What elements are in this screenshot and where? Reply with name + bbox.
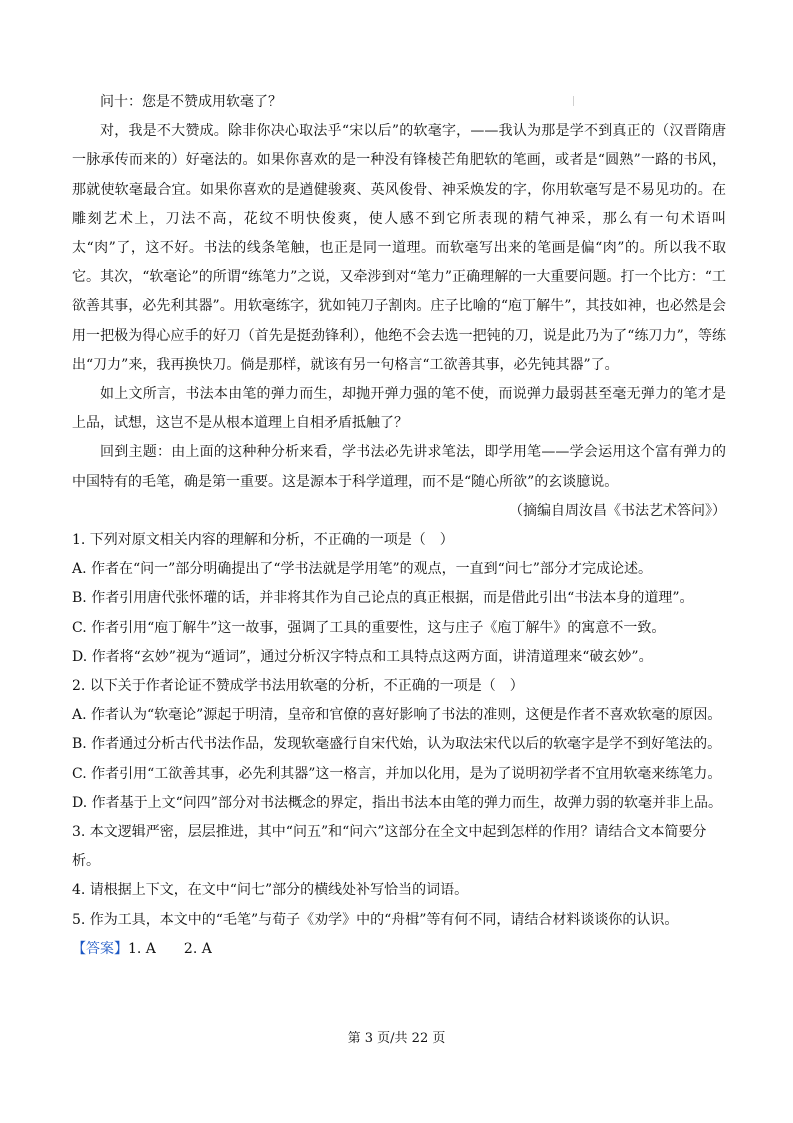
page-number: 第 3 页/共 22 页 [347, 1031, 446, 1046]
question-2-option-c: C. 作者引用“工欲善其事，必先利其器”这一格言，并加以化用，是为了说明初学者不宜用软毫来练笔力。 [72, 765, 722, 782]
question-2-option-b: B. 作者通过分析古代书法作品，发现软毫盛行自宋代始，认为取法宋代以后的软毫字是学不到好笔法的。 [72, 736, 722, 753]
passage-paragraph-3: 回到主题：由上面的这种种分析来看，学书法必先讲求笔法，即学用笔——学会运用这个富有弹力的中国特有的毛笔，确是第一重要。这是源本于科学道理，而不是“随心所欲”的玄谈臆说。 [72, 444, 726, 490]
question-1-option-b: B. 作者引用唐代张怀瓘的话，并非将其作为自己论点的真正根据，而是借此引出“书法本身的道理”。 [72, 590, 694, 607]
passage-source: （摘编自周汝昌《书法艺术答问》） [509, 502, 726, 519]
question-2-option-d: D. 作者基于上文“问四”部分对书法概念的界定，指出书法本由笔的弹力而生，故弹力弱的软毫并非上品。 [72, 794, 722, 811]
question-5: 5. 作为工具，本文中的“毛笔”与荀子《劝学》中的“舟楫”等有何不同，请结合材料谈谈你的认识。 [72, 911, 679, 928]
passage-paragraph-2: 如上文所言，书法本由笔的弹力而生，却抛开弹力强的笔不使，而说弹力最弱甚至毫无弹力的笔才是上品，试想，这岂不是从根本道理上自相矛盾抵触了？ [72, 386, 726, 432]
question-2 [72, 672, 726, 818]
question-3: 3. 本文逻辑严密，层层推进，其中“问五”和“问六”这部分在全文中起到怎样的作用？请结合文本简要分析。 [72, 824, 707, 870]
answer-line [72, 935, 726, 964]
question-2-option-a: A. 作者认为“软毫论”源起于明清，皇帝和官僚的喜好影响了书法的准则，这便是作者不喜欢软毫的原因。 [72, 707, 722, 724]
question-4: 4. 请根据上下文，在文中“问七”部分的横线处补写恰当的词语。 [72, 882, 469, 899]
question-1-stem: 1. 下列对原文相关内容的理解和分析，不正确的一项是（ ） [72, 532, 454, 549]
question-1-option-a: A. 作者在“问一”部分明确提出了“学书法就是学用笔”的观点，一直到“问七”部分才完成论述。 [72, 561, 652, 578]
question-ten-heading: 问十：您是不赞成用软毫了？ [100, 94, 282, 110]
page-content [72, 88, 726, 964]
answer-label: 【答案】 [72, 940, 128, 957]
question-1 [72, 526, 726, 672]
question-1-option-d: D. 作者将“玄妙”视为“遁词”，通过分析汉字特点和工具特点这两方面，讲清道理来“破玄妙”。 [72, 648, 653, 665]
answer-text: 1. A 2. A [128, 940, 212, 957]
question-2-stem: 2. 以下关于作者论证不赞成学书法用软毫的分析，不正确的一项是（ ） [72, 678, 524, 695]
question-1-option-c: C. 作者引用“庖丁解牛”这一故事，强调了工具的重要性，这与庄子《庖丁解牛》的寓意不一致。 [72, 619, 666, 636]
passage-paragraph-1: 对，我是不大赞成。除非你决心取法乎“宋以后”的软毫字，——我认为那是学不到真正的（汉晋隋唐一脉承传而来的）好毫法的。如果你喜欢的是一种没有锋棱芒角肥软的笔画，或者是“圆熟”一路的书风，那就使软毫最合宜。如果你喜欢的是遒健骏爽、英风俊骨、神采焕发的字，你用软毫写是不易见功的。在雕刻艺术上，刀法不高，花纹不明快俊爽，使人感不到它所表现的精气神采，那么有一句术语叫太“肉”了，这不好。书法的线条笔触，也正是同一道理。而软毫写出来的笔画是偏“肉”的。所以我不取它。其次，“软毫论”的所谓“练笔力”之说，又牵涉到对“笔力”正确理解的一大重要问题。打一个比方：“工欲善其事，必先利其器”。用软毫练字，犹如钝刀子割肉。庄子比喻的“庖丁解牛”，其技如神，也必然是会用一把极为得心应手的好刀（首先是挺劲锋利），他绝不会去选一把钝的刀，说是此乃为了“练刀力”，等练出“刀力”来，我再换快刀。倘是那样，就该有另一句格言“工欲善其事，必先钝其器”了。 [72, 123, 726, 373]
